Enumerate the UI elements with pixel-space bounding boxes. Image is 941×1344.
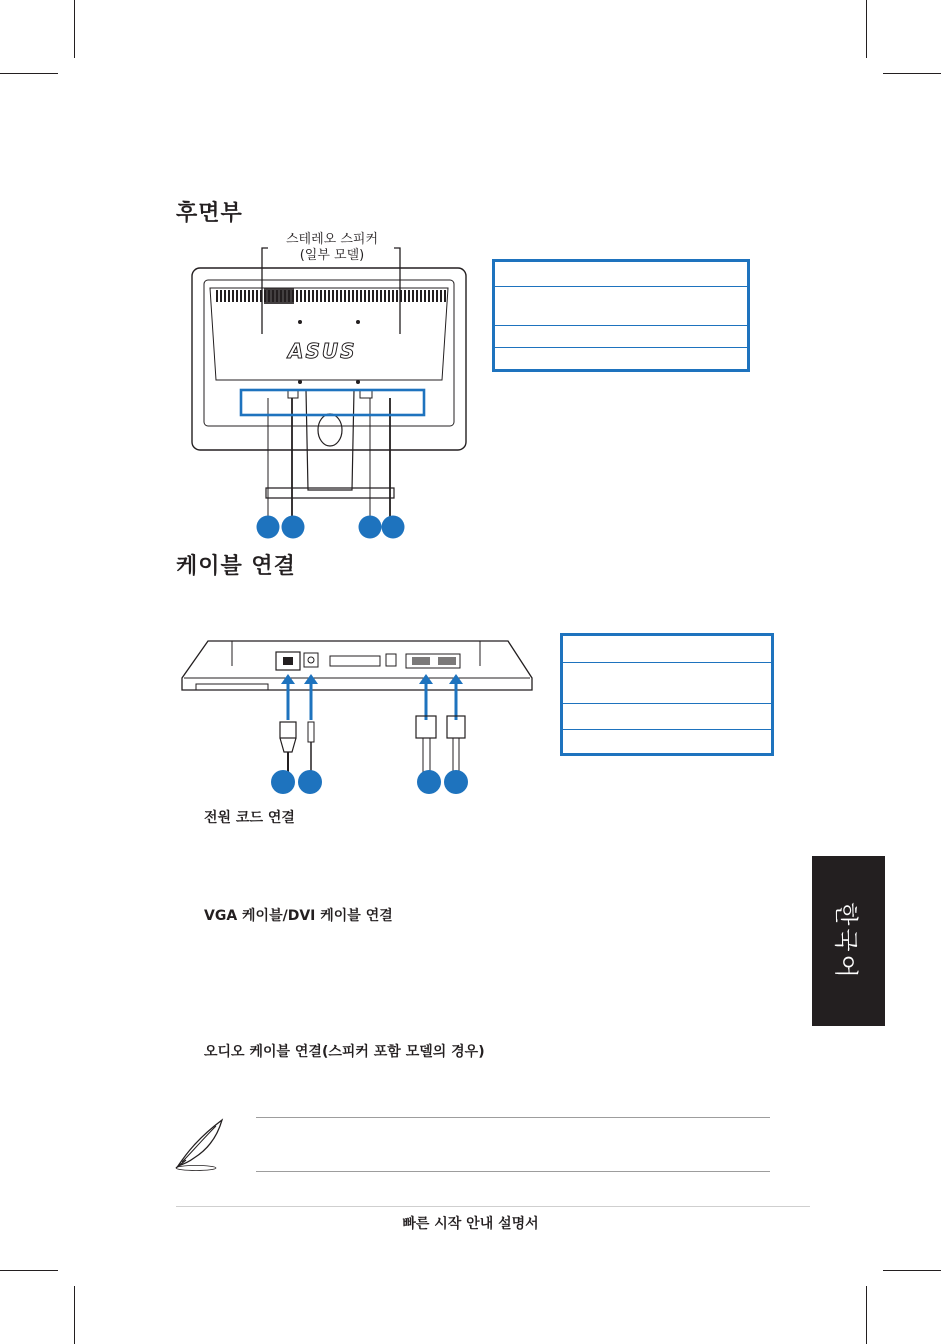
callout-circle xyxy=(271,770,295,794)
crop-mark xyxy=(883,73,941,74)
section-title-rear: 후면부 xyxy=(176,201,243,226)
step-power-cord: 전원 코드 연결 xyxy=(204,810,295,826)
legend-row xyxy=(495,262,747,287)
monitor-rear-diagram xyxy=(180,240,480,540)
legend-row xyxy=(563,704,771,730)
cable-callouts xyxy=(270,768,470,796)
callout-circle xyxy=(298,770,322,794)
crop-mark xyxy=(866,0,867,58)
rear-callouts xyxy=(256,514,406,540)
rear-port-legend-box xyxy=(492,259,750,372)
callout-circle xyxy=(444,770,468,794)
callout-circle xyxy=(382,516,405,539)
speaker-caption-line1: 스테레오 스피커 xyxy=(285,232,379,247)
asus-logo: ASUS xyxy=(288,339,357,363)
crop-mark xyxy=(0,1270,58,1271)
callout-circle xyxy=(417,770,441,794)
crop-mark xyxy=(0,73,58,74)
step-video-cable: VGA 케이블/DVI 케이블 연결 xyxy=(204,908,393,924)
callout-circle xyxy=(282,516,305,539)
section-title-cables: 케이블 연결 xyxy=(176,554,296,579)
crop-mark xyxy=(74,0,75,58)
note-top-rule xyxy=(256,1117,770,1118)
language-tab-label: 한국어 xyxy=(832,901,860,981)
legend-row xyxy=(495,348,747,369)
note-bottom-rule xyxy=(256,1171,770,1172)
language-tab xyxy=(812,856,885,1026)
crop-mark xyxy=(866,1286,867,1344)
legend-row xyxy=(563,730,771,753)
legend-row xyxy=(495,326,747,348)
legend-row xyxy=(563,636,771,663)
footer-title: 빠른 시작 안내 설명서 xyxy=(402,1216,539,1232)
crop-mark xyxy=(883,1270,941,1271)
note-feather-icon xyxy=(172,1114,232,1172)
callout-circle xyxy=(257,516,280,539)
step-audio-cable: 오디오 케이블 연결(스피커 포함 모델의 경우) xyxy=(204,1044,485,1060)
legend-row xyxy=(495,287,747,326)
cable-connection-diagram xyxy=(180,636,535,776)
speaker-caption-line2: (일부 모델) xyxy=(299,248,365,263)
callout-circle xyxy=(359,516,382,539)
footer-rule xyxy=(176,1206,810,1207)
cable-legend-box xyxy=(560,633,774,756)
legend-row xyxy=(563,663,771,704)
crop-mark xyxy=(74,1286,75,1344)
